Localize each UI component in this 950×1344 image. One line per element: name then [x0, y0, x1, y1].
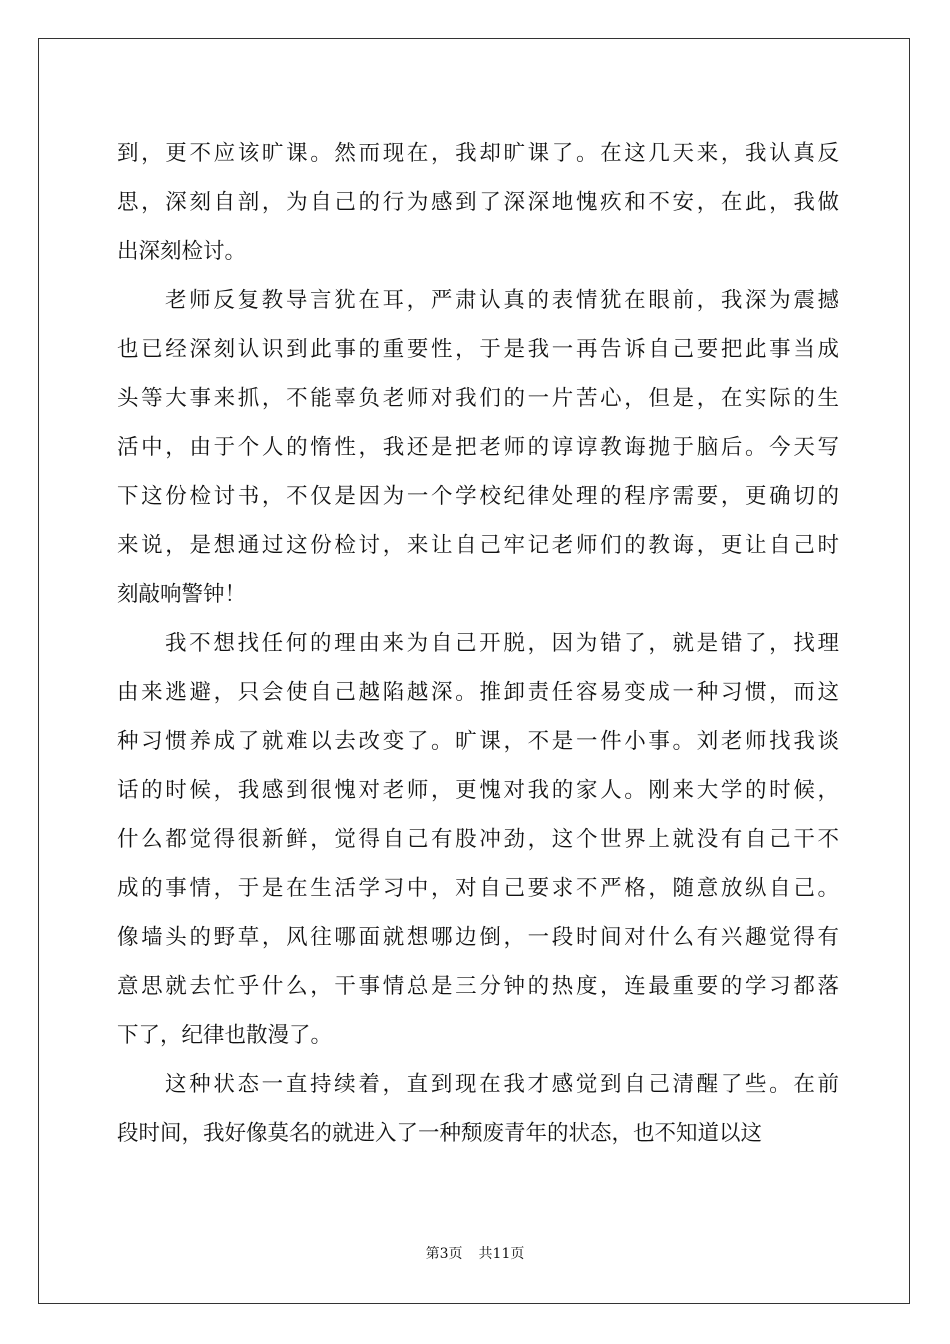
text-line: 由来逃避，只会使自己越陷越深。推卸责任容易变成一种习惯，而这 — [117, 680, 839, 705]
text-line: 像墙头的野草，风往哪面就想哪边倒，一段时间对什么有兴趣觉得有 — [117, 925, 839, 950]
text-line: 老师反复教导言犹在耳，严肃认真的表情犹在眼前，我深为震撼 — [165, 288, 839, 313]
text-line: 下这份检讨书，不仅是因为一个学校纪律处理的程序需要，更确切的 — [117, 484, 839, 509]
text-line: 刻敲响警钟！ — [117, 582, 247, 607]
page-total: 共11页 — [478, 1246, 525, 1262]
text-line: 这种状态一直持续着，直到现在我才感觉到自己清醒了些。在前 — [165, 1072, 839, 1097]
paragraph — [117, 276, 839, 619]
text-line: 出深刻检讨。 — [117, 239, 247, 264]
text-line: 下了，纪律也散漫了。 — [117, 1023, 333, 1048]
document-body — [117, 129, 839, 1158]
text-line: 意思就去忙乎什么，干事情总是三分钟的热度，连最重要的学习都落 — [117, 974, 839, 999]
text-line: 头等大事来抓，不能辜负老师对我们的一片苦心，但是，在实际的生 — [117, 386, 839, 411]
text-line: 成的事情，于是在生活学习中，对自己要求不严格，随意放纵自己。 — [117, 876, 839, 901]
text-line: 活中，由于个人的惰性，我还是把老师的谆谆教诲抛于脑后。今天写 — [117, 435, 839, 460]
text-line: 种习惯养成了就难以去改变了。旷课，不是一件小事。刘老师找我谈 — [117, 729, 839, 754]
text-line: 来说，是想通过这份检讨，来让自己牢记老师们的教诲，更让自己时 — [117, 533, 839, 558]
text-line: 我不想找任何的理由来为自己开脱，因为错了，就是错了，找理 — [165, 631, 839, 656]
text-line: 也已经深刻认识到此事的重要性，于是我一再告诉自己要把此事当成 — [117, 337, 839, 362]
text-line: 什么都觉得很新鲜，觉得自己有股冲劲，这个世界上就没有自己干不 — [117, 827, 839, 852]
text-line: 到，更不应该旷课。然而现在，我却旷课了。在这几天来，我认真反 — [117, 141, 839, 166]
text-line: 思，深刻自剖，为自己的行为感到了深深地愧疚和不安，在此，我做 — [117, 190, 839, 215]
paragraph — [117, 129, 839, 276]
paragraph — [117, 1060, 839, 1158]
page-footer — [0, 1243, 950, 1263]
page-number: 第3页 — [425, 1246, 463, 1262]
paragraph — [117, 619, 839, 1060]
text-line: 话的时候，我感到很愧对老师，更愧对我的家人。刚来大学的时候， — [117, 778, 839, 803]
text-line: 段时间，我好像莫名的就进入了一种颓废青年的状态，也不知道以这 — [117, 1121, 763, 1146]
